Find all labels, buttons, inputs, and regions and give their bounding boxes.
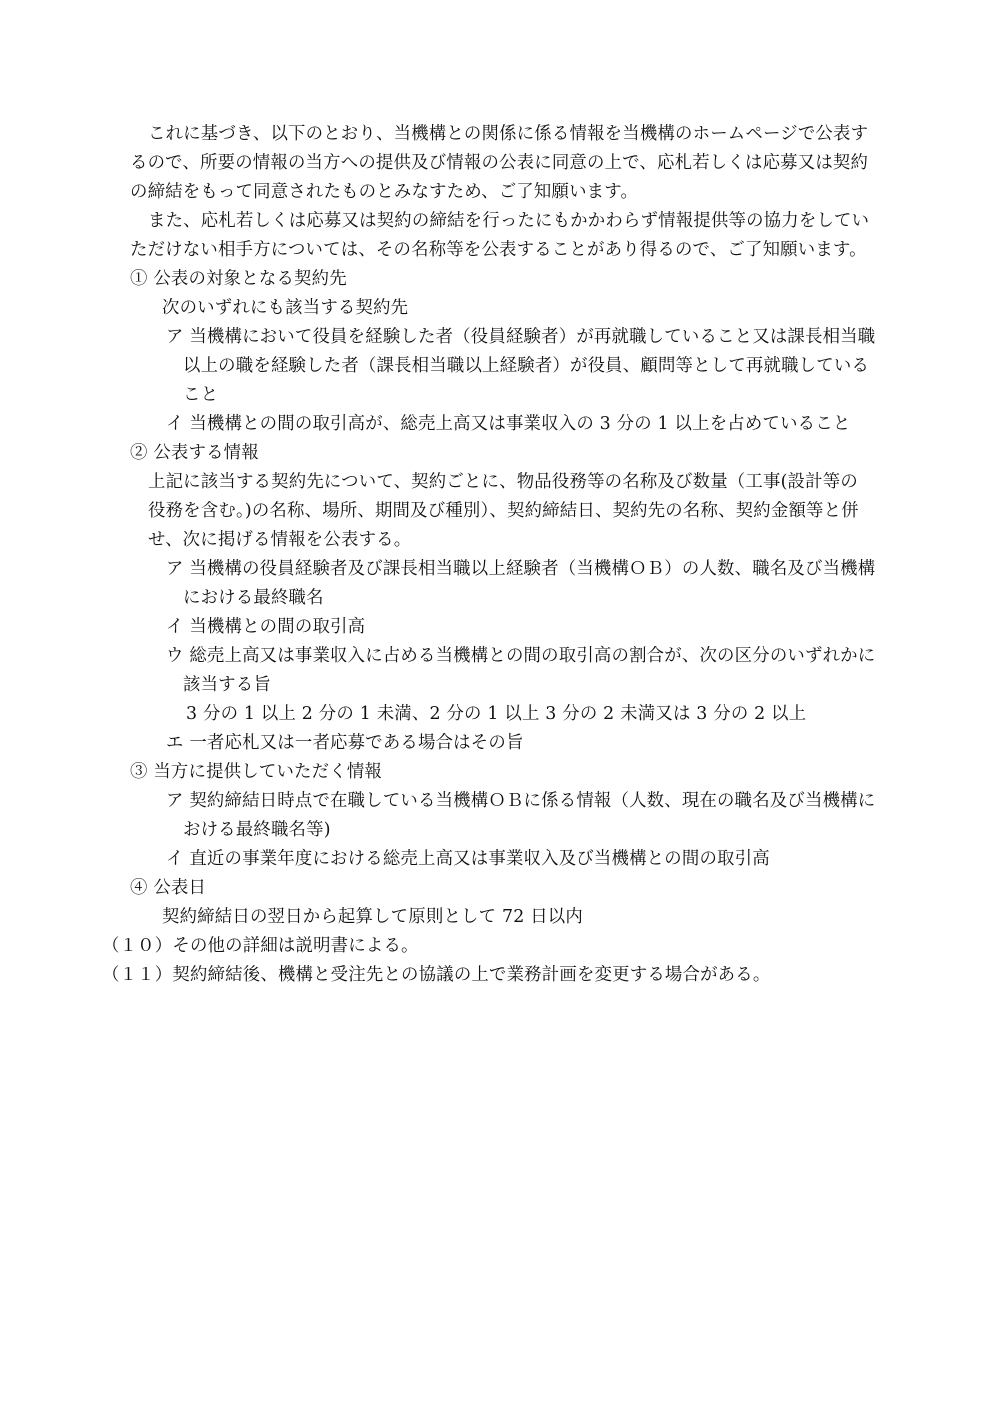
second-paragraph-line-2: ただけない相手方については、その名称等を公表することがあり得るので、ご了知願います。 bbox=[130, 240, 867, 260]
section4-heading: ④ 公表日 bbox=[130, 878, 207, 898]
section2-heading: ② 公表する情報 bbox=[130, 443, 259, 463]
section1-item-i: イ 当機構との間の取引高が、総売上高又は事業収入の 3 分の 1 以上を占めていること bbox=[166, 414, 851, 434]
section3-item-a-line-1: ア 契約締結日時点で在職している当機構ＯＢに係る情報（人数、現在の職名及び当機構に bbox=[166, 791, 876, 811]
section1-item-a-line-1: ア 当機構において役員を経験した者（役員経験者）が再就職していること又は課長相当職 bbox=[166, 327, 876, 347]
section2-item-e: エ 一者応札又は一者応募である場合はその旨 bbox=[166, 733, 524, 753]
item-11: （１１）契約締結後、機構と受注先との協議の上で業務計画を変更する場合がある。 bbox=[102, 965, 771, 985]
section1-intro: 次のいずれにも該当する契約先 bbox=[162, 298, 409, 318]
section2-intro-line-1: 上記に該当する契約先について、契約ごとに、物品役務等の名称及び数量（工事(設計等の bbox=[148, 472, 858, 492]
second-paragraph-line-1: また、応札若しくは応募又は契約の締結を行ったにもかかわらず情報提供等の協力をしてい bbox=[148, 211, 870, 231]
section2-item-u-line-2: 該当する旨 bbox=[183, 675, 271, 695]
section2-item-u-line-1: ウ 総売上高又は事業収入に占める当機構との間の取引高の割合が、次の区分のいずれかに bbox=[166, 646, 876, 666]
section3-heading: ③ 当方に提供していただく情報 bbox=[130, 762, 382, 782]
section2-item-a-line-2: における最終職名 bbox=[183, 588, 324, 608]
item-10: （１０）その他の詳細は説明書による。 bbox=[102, 936, 419, 956]
section1-heading: ① 公表の対象となる契約先 bbox=[130, 269, 347, 289]
section3-item-a-line-2: おける最終職名等) bbox=[183, 820, 331, 840]
intro-line-3: の締結をもって同意されたものとみなすため、ご了知願います。 bbox=[130, 182, 639, 202]
intro-line-2: るので、所要の情報の当方への提供及び情報の公表に同意の上で、応札若しくは応募又は契約 bbox=[130, 153, 869, 173]
section2-item-a-line-1: ア 当機構の役員経験者及び課長相当職以上経験者（当機構ＯＢ）の人数、職名及び当機構 bbox=[166, 559, 876, 579]
section2-intro-line-3: せ、次に掲げる情報を公表する。 bbox=[148, 530, 412, 550]
section3-item-i: イ 直近の事業年度における総売上高又は事業収入及び当機構との間の取引高 bbox=[166, 849, 770, 869]
section2-intro-line-2: 役務を含む。)の名称、場所、期間及び種別）、契約締結日、契約先の名称、契約金額等と併 bbox=[148, 501, 859, 521]
intro-line-1: これに基づき、以下のとおり、当機構との関係に係る情報を当機構のホームページで公表す bbox=[148, 124, 869, 144]
section2-ranges: 3 分の 1 以上 2 分の 1 未満、2 分の 1 以上 3 分の 2 未満又は 3 分の 2 以上 bbox=[186, 704, 807, 724]
section1-item-a-line-2: 以上の職を経験した者（課長相当職以上経験者）が役員、顧問等として再就職している bbox=[183, 356, 870, 376]
section2-item-i: イ 当機構との間の取引高 bbox=[166, 617, 366, 637]
section4-body: 契約締結日の翌日から起算して原則として 72 日以内 bbox=[162, 907, 583, 927]
section1-item-a-line-3: こと bbox=[183, 385, 219, 405]
